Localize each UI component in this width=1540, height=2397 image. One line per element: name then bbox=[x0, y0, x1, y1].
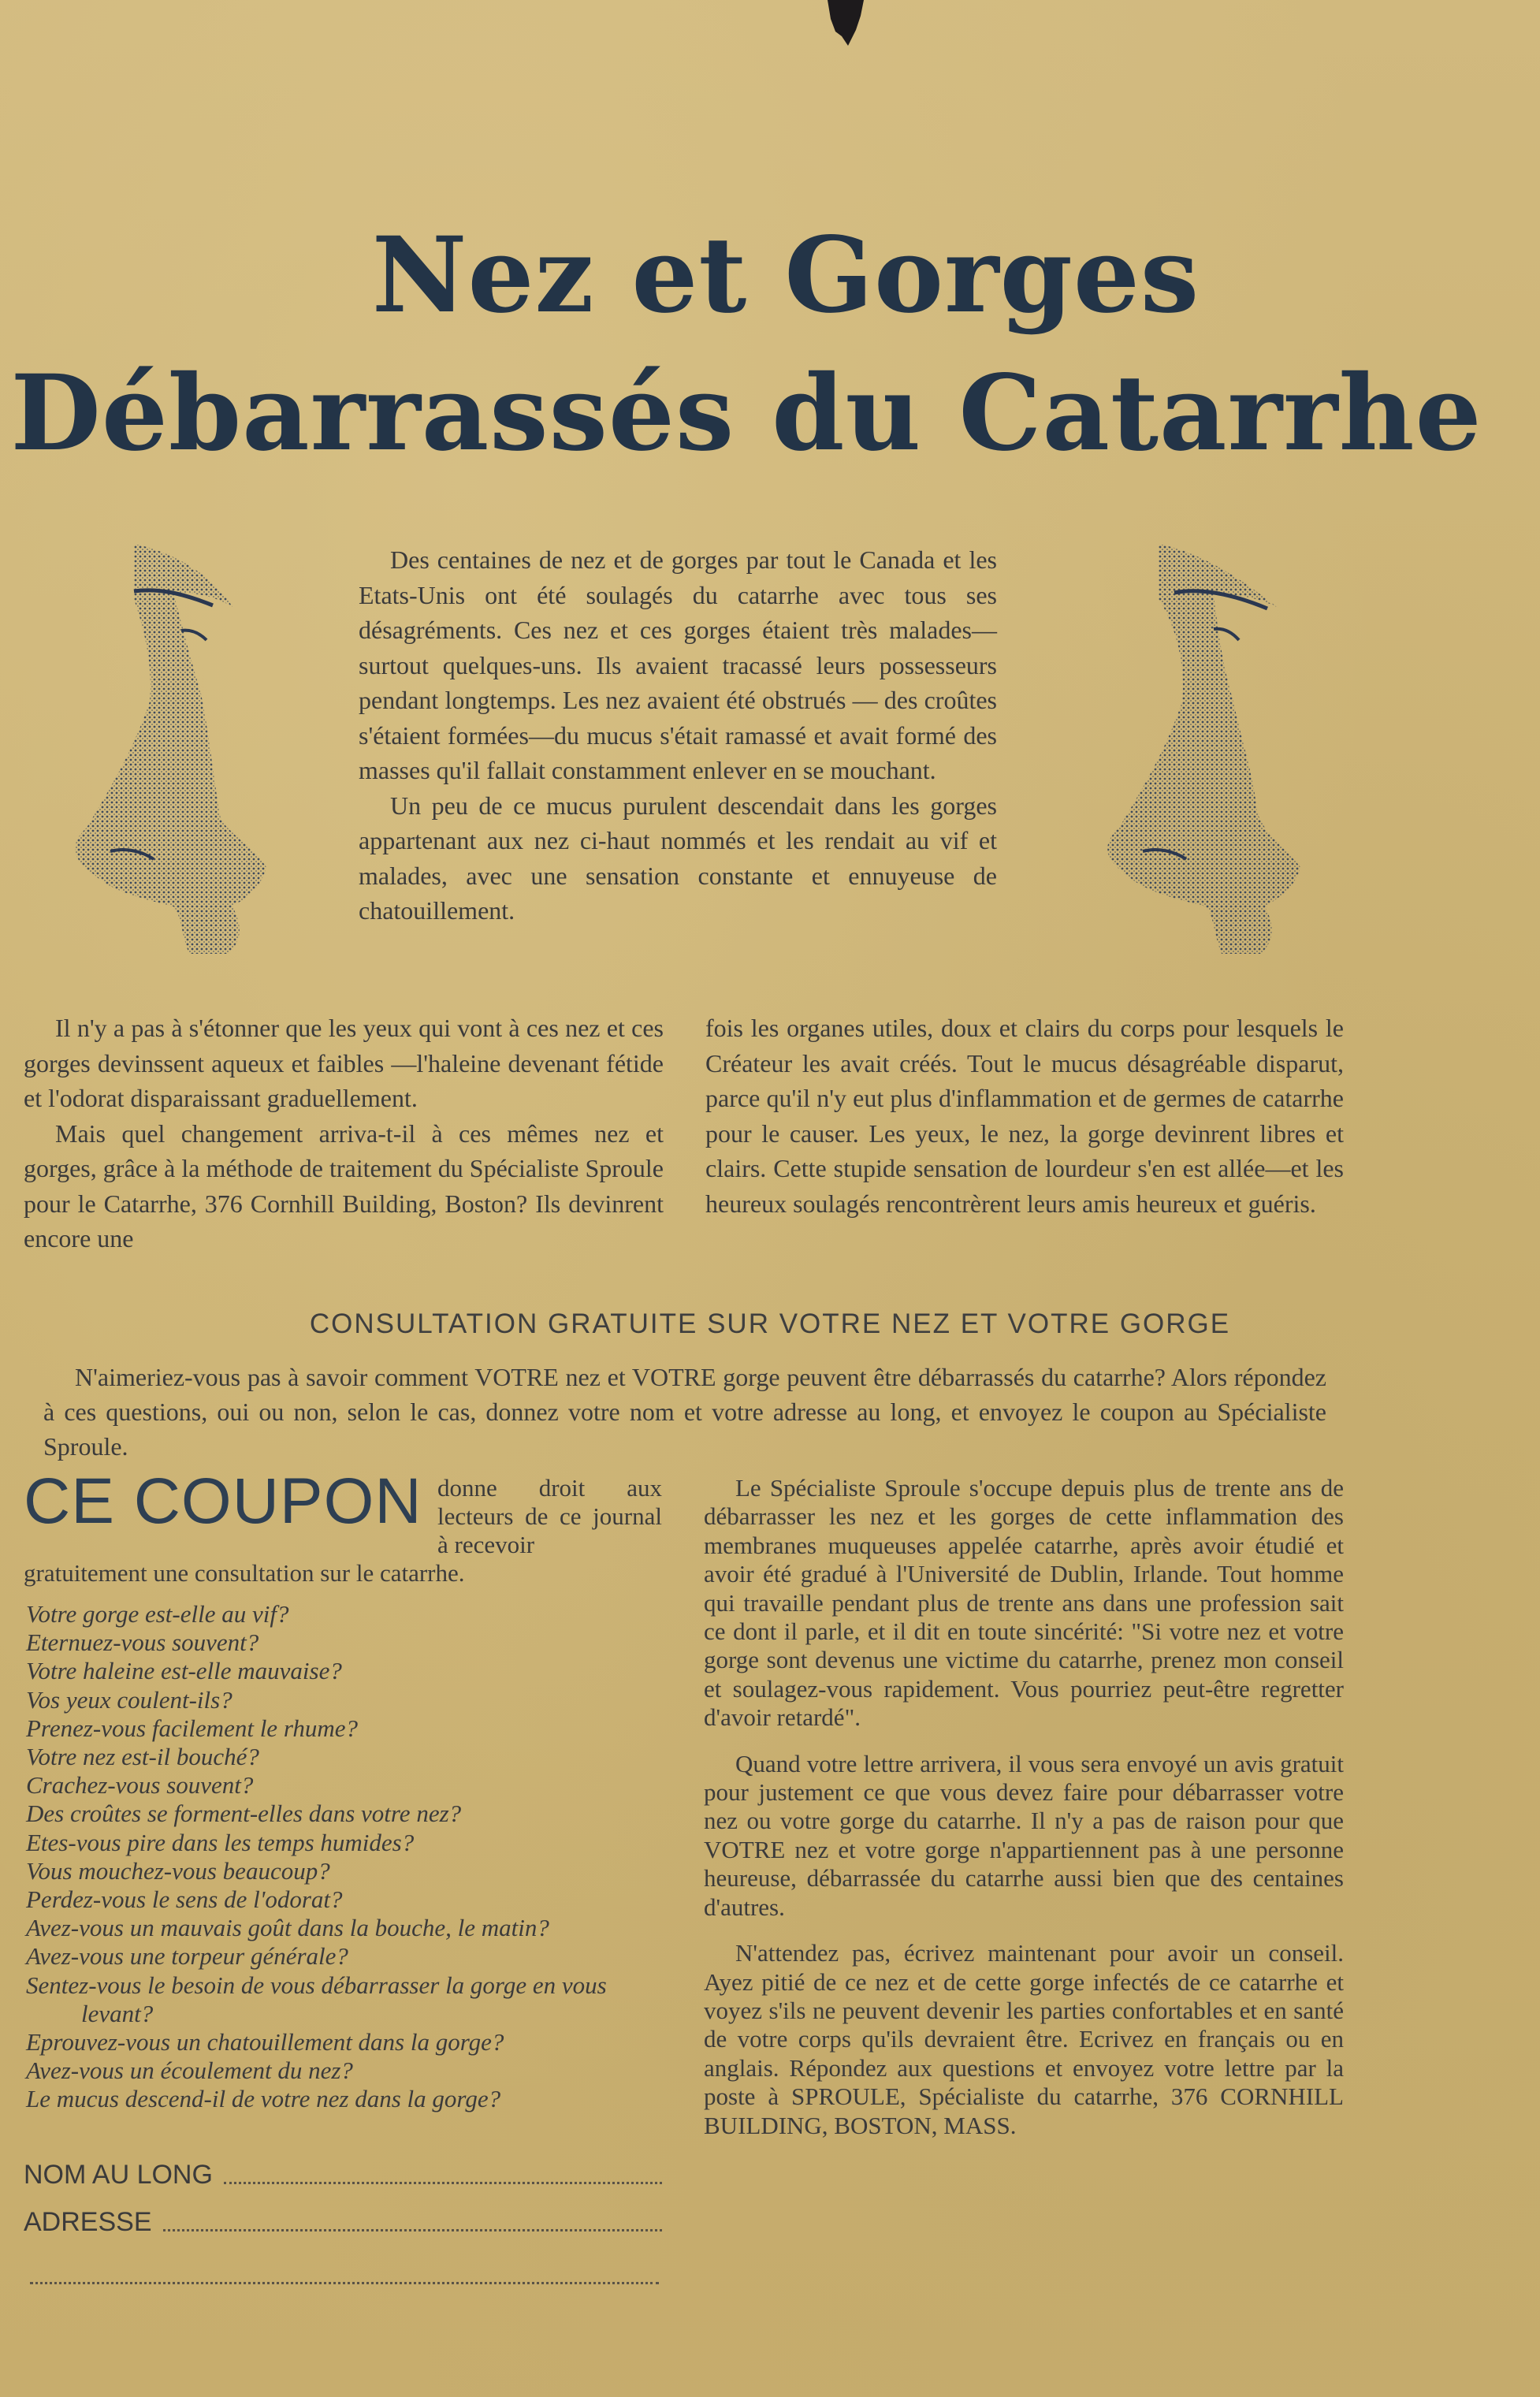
question-item: Vous mouchez-vous beaucoup? bbox=[26, 1856, 330, 1885]
question-item: Votre gorge est-elle au vif? bbox=[26, 1600, 289, 1628]
right-column bbox=[704, 1474, 1344, 2140]
mid-left-column bbox=[24, 1011, 664, 1256]
address-field[interactable] bbox=[24, 2207, 662, 2238]
question-item: Le mucus descend-il de votre nez dans la gorge? bbox=[26, 2085, 501, 2113]
question-item: Prenez-vous facilement le rhume? bbox=[26, 1714, 358, 1742]
question-item: Avez-vous une torpeur générale? bbox=[26, 1942, 348, 1971]
coupon-heading: CE COUPON bbox=[24, 1465, 422, 1537]
intro-text bbox=[359, 542, 997, 929]
name-field[interactable] bbox=[24, 2160, 662, 2190]
right-paragraph-1: Le Spécialiste Sproule s'occupe depuis plus de trente ans de débarrasser les nez et les gorges de cette inflammation des membranes muqueuses appelée catarrhe, après avoir étudié et avoir été gradué à l'Université de Dublin, Irlande. Tout homme qui travaille pendant plus de trente ans dans une profession sait ce dont il parle, et il dit en toute sincérité: "Si votre nez et votre gorge sont devenus une victime du catarrhe, prenez mon conseil et soulagez-vous rapidement. Vous pourriez peut-être regretter d'avoir retardé". bbox=[704, 1474, 1344, 1732]
mid-left-paragraph-1: Il n'y a pas à s'étonner que les yeux qui vont à ces nez et ces gorges devinssent aqueux et faibles —l'haleine devenant fétide et l'odorat disparaissant graduellement. bbox=[24, 1014, 664, 1112]
nose-profile-left-icon bbox=[63, 536, 284, 962]
paper-tear-icon bbox=[824, 0, 865, 49]
consultation-heading: CONSULTATION GRATUITE SUR VOTRE NEZ ET VOTRE GORGE bbox=[309, 1308, 1231, 1339]
nose-profile-right-icon bbox=[1088, 536, 1316, 962]
question-item: Eprouvez-vous un chatouillement dans la gorge? bbox=[26, 2028, 504, 2056]
address-label: ADRESSE bbox=[24, 2207, 152, 2237]
question-item: Perdez-vous le sens de l'odorat? bbox=[26, 1885, 343, 1914]
coupon-rest-text: gratuitement une consultation sur le catarrhe. bbox=[24, 1559, 465, 1587]
question-item: Crachez-vous souvent? bbox=[26, 1771, 254, 1800]
page-title-line-2: Débarrassés du Catarrhe bbox=[10, 352, 1482, 475]
question-item: Etes-vous pire dans les temps humides? bbox=[26, 1828, 415, 1856]
question-list bbox=[26, 1600, 664, 2114]
question-item: Sentez-vous le besoin de vous débarrasser la gorge en vous levant? bbox=[26, 1971, 607, 2027]
address-dotted-line[interactable] bbox=[163, 2228, 663, 2231]
question-item: Vos yeux coulent-ils? bbox=[26, 1685, 232, 1714]
mid-right-paragraph-1: fois les organes utiles, doux et clairs du corps pour lesquels le Créateur les avait créés. Tout le mucus désagréable disparut, parce qu'il n'y eut plus d'inflammation et de germes de catarrhe pour le causer. Les yeux, le nez, la gorge devinrent libres et clairs. Cette stupide sensation de lourdeur s'en est allée—et les heureux soulagés rencontrèrent leurs amis heureux et guéris. bbox=[705, 1014, 1344, 1218]
right-paragraph-3: N'attendez pas, écrivez maintenant pour avoir un conseil. Ayez pitié de ce nez et de cette gorge infectés de ce catarrhe et voyez s'ils ne peuvent devenir les parties confortables et en santé de votre corps qu'ils devraient être. Ecrivez en français ou en anglais. Répondez aux questions et envoyez votre lettre par la poste à SPROULE, Spécialiste du catarrhe, 376 CORNHILL BUILDING, BOSTON, MASS. bbox=[704, 1939, 1344, 2139]
intro-paragraph-2: Un peu de ce mucus purulent descendait dans les gorges appartenant aux nez ci-haut nommés et les rendait au vif et malades, avec une sensation constante et ennuyeuse de chatouillement. bbox=[359, 791, 997, 925]
consultation-text bbox=[43, 1360, 1326, 1464]
question-item: Eternuez-vous souvent? bbox=[26, 1628, 259, 1657]
intro-paragraph-1: Des centaines de nez et de gorges par tout le Canada et les Etats-Unis ont été soulagés du catarrhe avec tous ses désagréments. Ces nez et ces gorges étaient très malades—surtout quelques-uns. Ils avaient tracassé leurs possesseurs pendant longtemps. Les nez avaient été obstrués — des croûtes s'étaient formées—du mucus s'était ramassé et avait formé des masses qu'il fallait constamment enlever en se mouchant. bbox=[359, 545, 997, 784]
page-title-line-1: Nez et Gorges bbox=[371, 214, 1200, 337]
coupon-side-text: donne droit aux lecteurs de ce journal à recevoir bbox=[437, 1474, 662, 1558]
question-item: Avez-vous un écoulement du nez? bbox=[26, 2056, 353, 2085]
name-label: NOM AU LONG bbox=[24, 2160, 213, 2190]
mid-left-paragraph-2: Mais quel changement arriva-t-il à ces mêmes nez et gorges, grâce à la méthode de traitement du Spécialiste Sproule pour le Catarrhe, 376 Cornhill Building, Boston? Ils devinrent encore une bbox=[24, 1118, 664, 1252]
mid-right-column bbox=[705, 1011, 1344, 1221]
name-dotted-line[interactable] bbox=[224, 2181, 662, 2184]
question-item: Votre nez est-il bouché? bbox=[26, 1743, 259, 1771]
right-paragraph-2: Quand votre lettre arrivera, il vous sera envoyé un avis gratuit pour justement ce que vous devez faire pour débarrasser votre nez ou votre gorge du catarrhe. Il n'y a pas de raison pour que VOTRE nez et votre gorge n'appartiennent pas à une personne heureuse, débarrassée du catarrhe aussi bien que des centaines d'autres. bbox=[704, 1749, 1344, 1921]
consultation-paragraph: N'aimeriez-vous pas à savoir comment VOTRE nez et VOTRE gorge peuvent être débarrassés du catarrhe? Alors répondez à ces questions, oui ou non, selon le cas, donnez votre nom et votre adresse au long, et envoyez le coupon au Spécialiste Sproule. bbox=[43, 1363, 1326, 1461]
question-item: Avez-vous un mauvais goût dans la bouche, le matin? bbox=[26, 1914, 549, 1942]
address-extra-line[interactable] bbox=[30, 2282, 659, 2284]
question-item: Votre haleine est-elle mauvaise? bbox=[26, 1657, 342, 1685]
question-item: Des croûtes se forment-elles dans votre nez? bbox=[26, 1800, 462, 1828]
